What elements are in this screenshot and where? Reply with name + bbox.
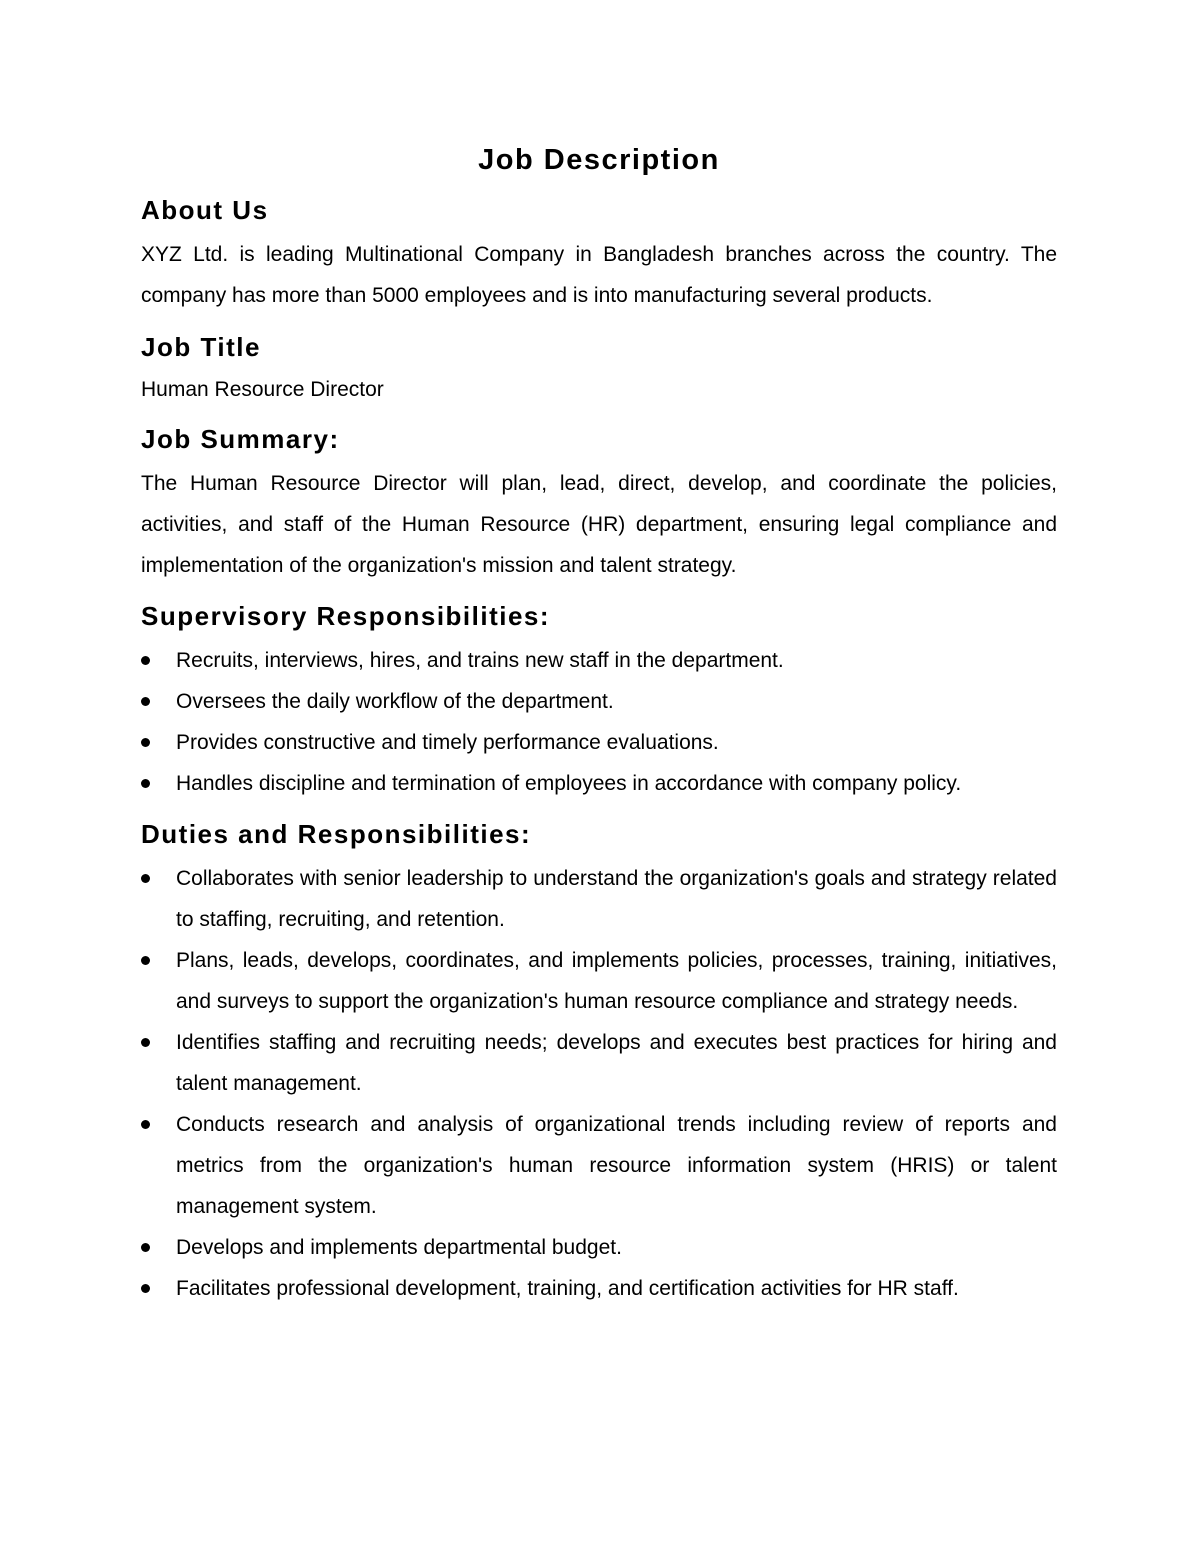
supervisory-item bbox=[141, 722, 1057, 763]
duties-item-text: Identifies staffing and recruiting needs; develops and executes best practices for hiring and talent management. bbox=[176, 1031, 1057, 1095]
about-us-text: XYZ Ltd. is leading Multinational Company in Bangladesh branches across the country. The company has more than 5000 employees and is into manufacturing several products. bbox=[141, 243, 1057, 307]
supervisory-list bbox=[141, 640, 1057, 804]
document-body bbox=[141, 138, 1057, 1309]
supervisory-item bbox=[141, 681, 1057, 722]
bullet-icon bbox=[141, 1284, 150, 1293]
supervisory-heading: Supervisory Responsibilities: bbox=[141, 601, 551, 631]
job-title-heading: Job Title bbox=[141, 332, 261, 362]
job-summary-text: The Human Resource Director will plan, lead, direct, develop, and coordinate the policies, activities, and staff of the Human Resource (HR) department, ensuring legal compliance and implementation of the organization's mission and talent strategy. bbox=[141, 472, 1057, 577]
about-us-heading: About Us bbox=[141, 195, 269, 225]
supervisory-item-text: Handles discipline and termination of employees in accordance with company policy. bbox=[176, 772, 962, 795]
bullet-icon bbox=[141, 874, 150, 883]
bullet-icon bbox=[141, 956, 150, 965]
duties-item bbox=[141, 940, 1057, 1022]
duties-item bbox=[141, 1268, 1057, 1309]
supervisory-item-text: Recruits, interviews, hires, and trains new staff in the department. bbox=[176, 649, 784, 672]
bullet-icon bbox=[141, 779, 150, 788]
duties-item-text: Develops and implements departmental budget. bbox=[176, 1236, 622, 1259]
duties-item-text: Facilitates professional development, training, and certification activities for HR staff. bbox=[176, 1277, 959, 1300]
job-title-text: Human Resource Director bbox=[141, 378, 384, 401]
bullet-icon bbox=[141, 1038, 150, 1047]
job-summary-heading: Job Summary: bbox=[141, 424, 340, 454]
duties-item-text: Conducts research and analysis of organizational trends including review of reports and metrics from the organization's human resource information system (HRIS) or talent management system. bbox=[176, 1113, 1057, 1218]
duties-item bbox=[141, 858, 1057, 940]
bullet-icon bbox=[141, 738, 150, 747]
bullet-icon bbox=[141, 656, 150, 665]
document-title: Job Description bbox=[478, 144, 720, 176]
bullet-icon bbox=[141, 1243, 150, 1252]
duties-heading: Duties and Responsibilities: bbox=[141, 819, 532, 849]
supervisory-item bbox=[141, 640, 1057, 681]
duties-item-text: Plans, leads, develops, coordinates, and implements policies, processes, training, initiatives, and surveys to support the organization's human resource compliance and strategy needs. bbox=[176, 949, 1057, 1013]
supervisory-item-text: Provides constructive and timely performance evaluations. bbox=[176, 731, 719, 754]
duties-item-text: Collaborates with senior leadership to understand the organization's goals and strategy related to staffing, recruiting, and retention. bbox=[176, 867, 1057, 931]
supervisory-item-text: Oversees the daily workflow of the department. bbox=[176, 690, 614, 713]
supervisory-item bbox=[141, 763, 1057, 804]
duties-item bbox=[141, 1104, 1057, 1227]
bullet-icon bbox=[141, 1120, 150, 1129]
bullet-icon bbox=[141, 697, 150, 706]
duties-item bbox=[141, 1227, 1057, 1268]
duties-list bbox=[141, 858, 1057, 1309]
duties-item bbox=[141, 1022, 1057, 1104]
